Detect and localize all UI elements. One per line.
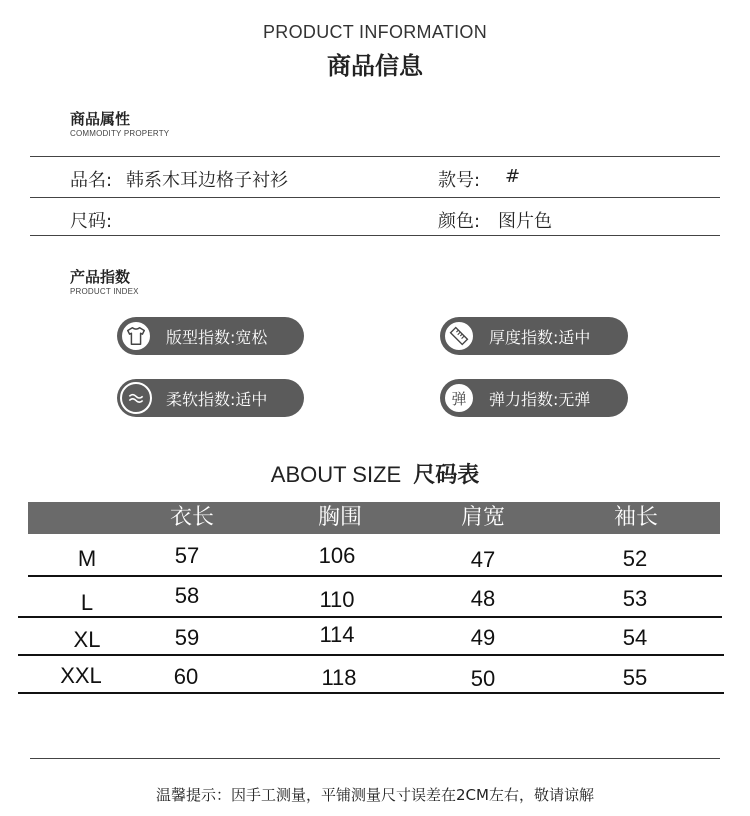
header-chest: 胸围 bbox=[317, 505, 362, 530]
thickness-index-text bbox=[489, 325, 590, 348]
divider-line bbox=[30, 156, 720, 157]
table-cell: 52 bbox=[622, 546, 648, 571]
color-label: 颜色: bbox=[438, 211, 481, 232]
size-cell: XL bbox=[73, 627, 101, 652]
thickness-index-value: 适中 bbox=[558, 327, 591, 347]
fit-index-pill bbox=[117, 317, 304, 355]
table-cell: 118 bbox=[321, 665, 357, 690]
softness-index-text bbox=[166, 387, 267, 410]
table-cell: 60 bbox=[173, 664, 199, 689]
color-value: 图片色 bbox=[498, 211, 552, 232]
elastic-icon-text: 弹 bbox=[451, 389, 467, 408]
header-shoulder: 肩宽 bbox=[460, 505, 505, 530]
attributes-title-zh: 商品属性 bbox=[70, 110, 131, 128]
table-cell: 57 bbox=[174, 543, 200, 568]
size-cell: M bbox=[77, 546, 97, 571]
size-table-header bbox=[28, 502, 720, 534]
size-cell: L bbox=[80, 590, 94, 615]
table-cell: 53 bbox=[622, 586, 648, 611]
table-cell: 54 bbox=[622, 625, 648, 650]
index-title-zh: 产品指数 bbox=[70, 268, 131, 286]
row-divider bbox=[18, 616, 722, 618]
fit-index-label: 版型指数: bbox=[166, 327, 236, 347]
style-number-label: 款号: bbox=[438, 170, 481, 191]
table-cell: 114 bbox=[319, 622, 355, 647]
fit-index-value: 宽松 bbox=[235, 327, 268, 347]
elastic-icon bbox=[443, 382, 475, 414]
divider-line bbox=[30, 235, 720, 236]
index-title-en: PRODUCT INDEX bbox=[70, 287, 139, 296]
elasticity-index-value: 无弹 bbox=[558, 389, 591, 409]
thickness-index-pill bbox=[440, 317, 628, 355]
header-sleeve: 袖长 bbox=[613, 505, 658, 530]
ruler-icon bbox=[443, 320, 475, 352]
elasticity-index-pill bbox=[440, 379, 628, 417]
divider-line bbox=[30, 197, 720, 198]
elasticity-index-label: 弹力指数: bbox=[489, 389, 559, 409]
table-cell: 50 bbox=[470, 666, 496, 691]
elasticity-index-text bbox=[489, 387, 590, 410]
softness-index-label: 柔软指数: bbox=[166, 389, 236, 409]
row-divider bbox=[18, 692, 724, 694]
header-length: 衣长 bbox=[169, 505, 214, 530]
softness-index-pill bbox=[117, 379, 304, 417]
attributes-title-en: COMMODITY PROPERTY bbox=[70, 129, 170, 138]
table-cell: 49 bbox=[470, 625, 496, 650]
product-name-value: 韩系木耳边格子衬衫 bbox=[126, 170, 288, 191]
wave-icon bbox=[120, 382, 152, 414]
fit-index-text bbox=[166, 325, 267, 348]
softness-index-value: 适中 bbox=[235, 389, 268, 409]
size-cell: XXL bbox=[60, 663, 102, 688]
tshirt-icon bbox=[120, 320, 152, 352]
table-cell: 48 bbox=[470, 586, 496, 611]
size-title-zh: 尺码表 bbox=[413, 463, 480, 488]
table-cell: 55 bbox=[622, 665, 648, 690]
size-table-title bbox=[0, 458, 750, 489]
size-label: 尺码: bbox=[70, 211, 113, 232]
table-cell: 59 bbox=[174, 625, 200, 650]
footer-divider bbox=[30, 758, 720, 759]
footer-note: 温馨提示：因手工测量，平铺测量尺寸误差在2CM左右，敬请谅解 bbox=[156, 786, 594, 804]
table-cell: 110 bbox=[319, 587, 355, 612]
header-title-en: PRODUCT INFORMATION bbox=[262, 22, 488, 42]
header-title-zh: 商品信息 bbox=[327, 52, 423, 80]
style-number-value: # bbox=[505, 166, 521, 187]
size-title-en: ABOUT SIZE bbox=[270, 462, 402, 487]
row-divider bbox=[28, 575, 722, 577]
row-divider bbox=[18, 654, 724, 656]
table-cell: 58 bbox=[174, 583, 200, 608]
table-cell: 47 bbox=[470, 547, 496, 572]
table-cell: 106 bbox=[318, 543, 356, 568]
thickness-index-label: 厚度指数: bbox=[489, 327, 559, 347]
product-name-label: 品名: bbox=[70, 170, 113, 191]
